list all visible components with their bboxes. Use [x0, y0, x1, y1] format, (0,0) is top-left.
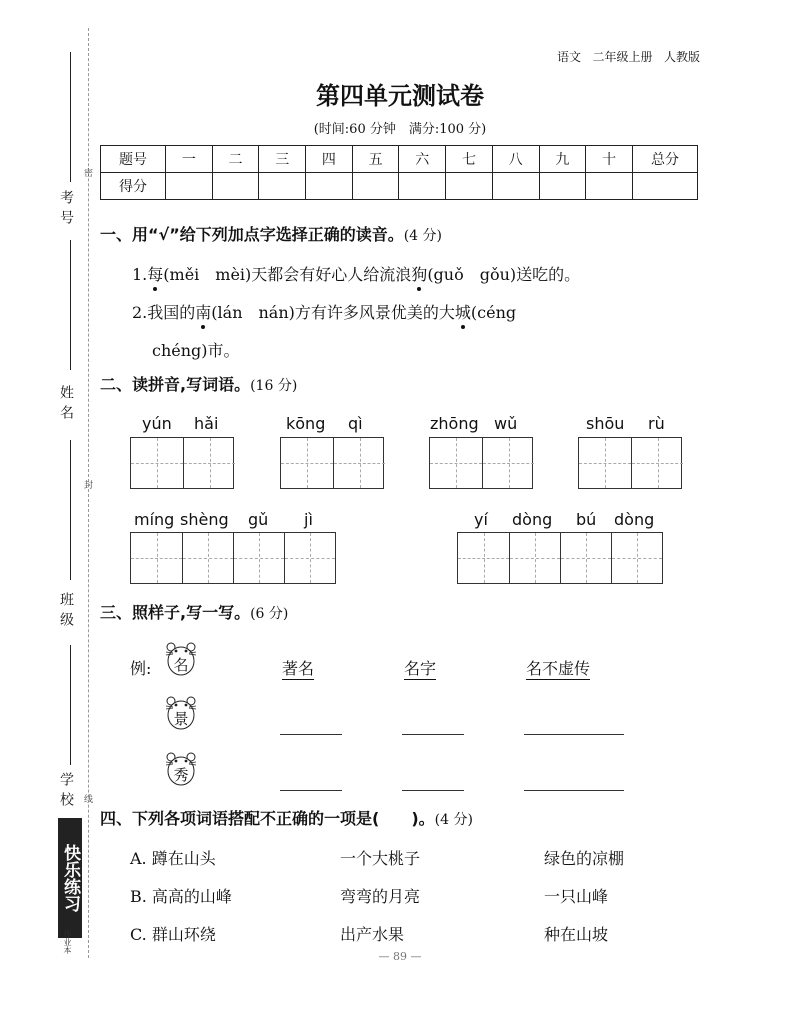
- book-header: [557, 48, 700, 65]
- score-cell[interactable]: [586, 173, 633, 200]
- score-cell[interactable]: [492, 173, 539, 200]
- seal-mark-xian: 线: [84, 795, 94, 805]
- q1-l2-dotted-1: 南: [195, 300, 211, 323]
- header-edition: 人教版: [663, 50, 700, 64]
- example-word-3: 名不虚传: [526, 659, 591, 678]
- example-word-1: 著名: [282, 659, 315, 678]
- brand-subtitle: 作业本: [63, 930, 72, 954]
- q1-points: (4 分): [403, 228, 442, 244]
- school-line: [70, 645, 72, 765]
- pinyin: hǎi: [194, 414, 219, 433]
- q4-option-c-2: 出产水果: [340, 925, 405, 944]
- class-label: 班级: [58, 592, 74, 632]
- q1-title: [100, 222, 442, 245]
- char-example: 名: [173, 656, 189, 674]
- pinyin: kōng: [286, 414, 326, 433]
- col-2: 二: [212, 146, 259, 173]
- writing-grid[interactable]: [130, 532, 336, 584]
- class-line: [70, 440, 72, 580]
- seal-mark-mi: 密: [84, 169, 94, 179]
- q4-option-a-3: 绿色的凉棚: [544, 849, 625, 868]
- pinyin: dòng: [512, 510, 553, 529]
- answer-blank[interactable]: [280, 790, 342, 791]
- char-xiu: 秀: [173, 766, 189, 784]
- pinyin: yún: [142, 414, 172, 433]
- name-line: [70, 240, 72, 370]
- pinyin: wǔ: [494, 414, 518, 433]
- pinyin: qì: [348, 414, 363, 433]
- answer-blank[interactable]: [524, 790, 624, 791]
- col-4: 四: [306, 146, 353, 173]
- school-label: 学校: [58, 772, 74, 812]
- q4-option-b-2: 弯弯的月亮: [340, 887, 421, 906]
- q3-title-text: 三、照样子,写一写。: [100, 603, 251, 622]
- char-jing: 景: [173, 710, 189, 728]
- writing-grid[interactable]: [280, 437, 384, 489]
- q3-example-label: 例:: [130, 659, 152, 678]
- exam-no-line: [70, 52, 72, 182]
- example-word-2: 名字: [404, 659, 437, 678]
- header-subject: 语文: [557, 50, 582, 64]
- q1-line-1: [132, 262, 580, 285]
- q1-line-2: [132, 300, 516, 323]
- q1-l1-b: (měi mèi)天都会有好心人给流浪: [163, 265, 412, 284]
- page-title: 第四单元测试卷: [316, 82, 484, 110]
- q4-option-c-3: 种在山坡: [544, 925, 609, 944]
- pinyin: rù: [648, 414, 665, 433]
- char-badge: [162, 750, 200, 788]
- q4-title: [100, 806, 473, 829]
- score-cell[interactable]: [306, 173, 353, 200]
- writing-grid[interactable]: [578, 437, 682, 489]
- q1-title-text: 一、用“√”给下列加点字选择正确的读音。: [100, 225, 404, 244]
- q2-points: (16 分): [250, 378, 298, 394]
- q1-l1-a: 1.: [132, 265, 148, 284]
- q1-l2-dotted-2: 城: [455, 300, 471, 323]
- name-label: 姓名: [58, 385, 74, 425]
- col-7: 七: [446, 146, 493, 173]
- score-cell[interactable]: [259, 173, 306, 200]
- score-row-label: 得分: [101, 173, 166, 200]
- pinyin: dòng: [614, 510, 655, 529]
- pinyin: míng: [134, 510, 175, 529]
- page-number: — 89 —: [378, 950, 422, 963]
- col-9: 九: [539, 146, 586, 173]
- writing-grid[interactable]: [130, 437, 234, 489]
- pinyin: shōu: [586, 414, 625, 433]
- score-cell[interactable]: [166, 173, 213, 200]
- score-table-score-row: [101, 173, 698, 200]
- q1-l2-b: (lán nán)方有许多风景优美的大: [211, 303, 455, 322]
- exam-no-label: 考号: [58, 190, 74, 230]
- score-label-cell: 题号: [101, 146, 166, 173]
- writing-grid[interactable]: [457, 532, 663, 584]
- seal-mark-feng: 封: [84, 481, 94, 491]
- score-cell[interactable]: [352, 173, 399, 200]
- pinyin: yí: [474, 510, 488, 529]
- score-cell[interactable]: [633, 173, 698, 200]
- brand-logo: 快乐练习: [58, 818, 82, 938]
- q2-title: [100, 372, 297, 395]
- q1-l2-a: 2.我国的: [132, 303, 196, 322]
- char-badge: [162, 694, 200, 732]
- q1-line-3: chéng)市。: [152, 341, 240, 360]
- q4-option-c-1: C. 群山环绕: [130, 925, 216, 944]
- pinyin: shèng: [180, 510, 229, 529]
- pinyin: zhōng: [430, 414, 479, 433]
- q3-points: (6 分): [250, 606, 289, 622]
- score-cell[interactable]: [446, 173, 493, 200]
- q4-option-b-1: B. 高高的山峰: [130, 887, 232, 906]
- writing-grid[interactable]: [429, 437, 533, 489]
- pinyin: bú: [576, 510, 597, 529]
- q1-l1-dotted-1: 每: [147, 262, 163, 285]
- score-cell[interactable]: [539, 173, 586, 200]
- q1-l1-c: (guǒ gǒu)送吃的。: [427, 265, 581, 284]
- q4-option-a-1: A. 蹲在山头: [130, 849, 216, 868]
- col-5: 五: [352, 146, 399, 173]
- col-8: 八: [492, 146, 539, 173]
- q4-option-a-2: 一个大桃子: [340, 849, 421, 868]
- col-6: 六: [399, 146, 446, 173]
- pinyin: jì: [304, 510, 313, 529]
- answer-blank[interactable]: [524, 734, 624, 735]
- score-table: [100, 145, 698, 200]
- score-cell[interactable]: [212, 173, 259, 200]
- answer-blank[interactable]: [402, 734, 464, 735]
- col-3: 三: [259, 146, 306, 173]
- char-badge: [162, 640, 200, 678]
- q4-option-b-3: 一只山峰: [544, 887, 609, 906]
- q4-points: (4 分): [434, 812, 473, 828]
- score-cell[interactable]: [399, 173, 446, 200]
- q2-title-text: 二、读拼音,写词语。: [100, 375, 251, 394]
- col-10: 十: [586, 146, 633, 173]
- q4-title-text: 四、下列各项词语搭配不正确的一项是( )。: [100, 809, 435, 828]
- col-total: 总分: [633, 146, 698, 173]
- q3-title: [100, 600, 288, 623]
- col-1: 一: [166, 146, 213, 173]
- score-table-header-row: [101, 146, 698, 173]
- pinyin: gǔ: [248, 510, 269, 529]
- answer-blank[interactable]: [280, 734, 342, 735]
- page-subtitle: (时间:60 分钟 满分:100 分): [313, 122, 487, 137]
- header-grade: 二年级上册: [592, 50, 653, 64]
- answer-blank[interactable]: [402, 790, 464, 791]
- q1-l2-c: (céng: [470, 303, 517, 322]
- q1-l1-dotted-2: 狗: [411, 262, 427, 285]
